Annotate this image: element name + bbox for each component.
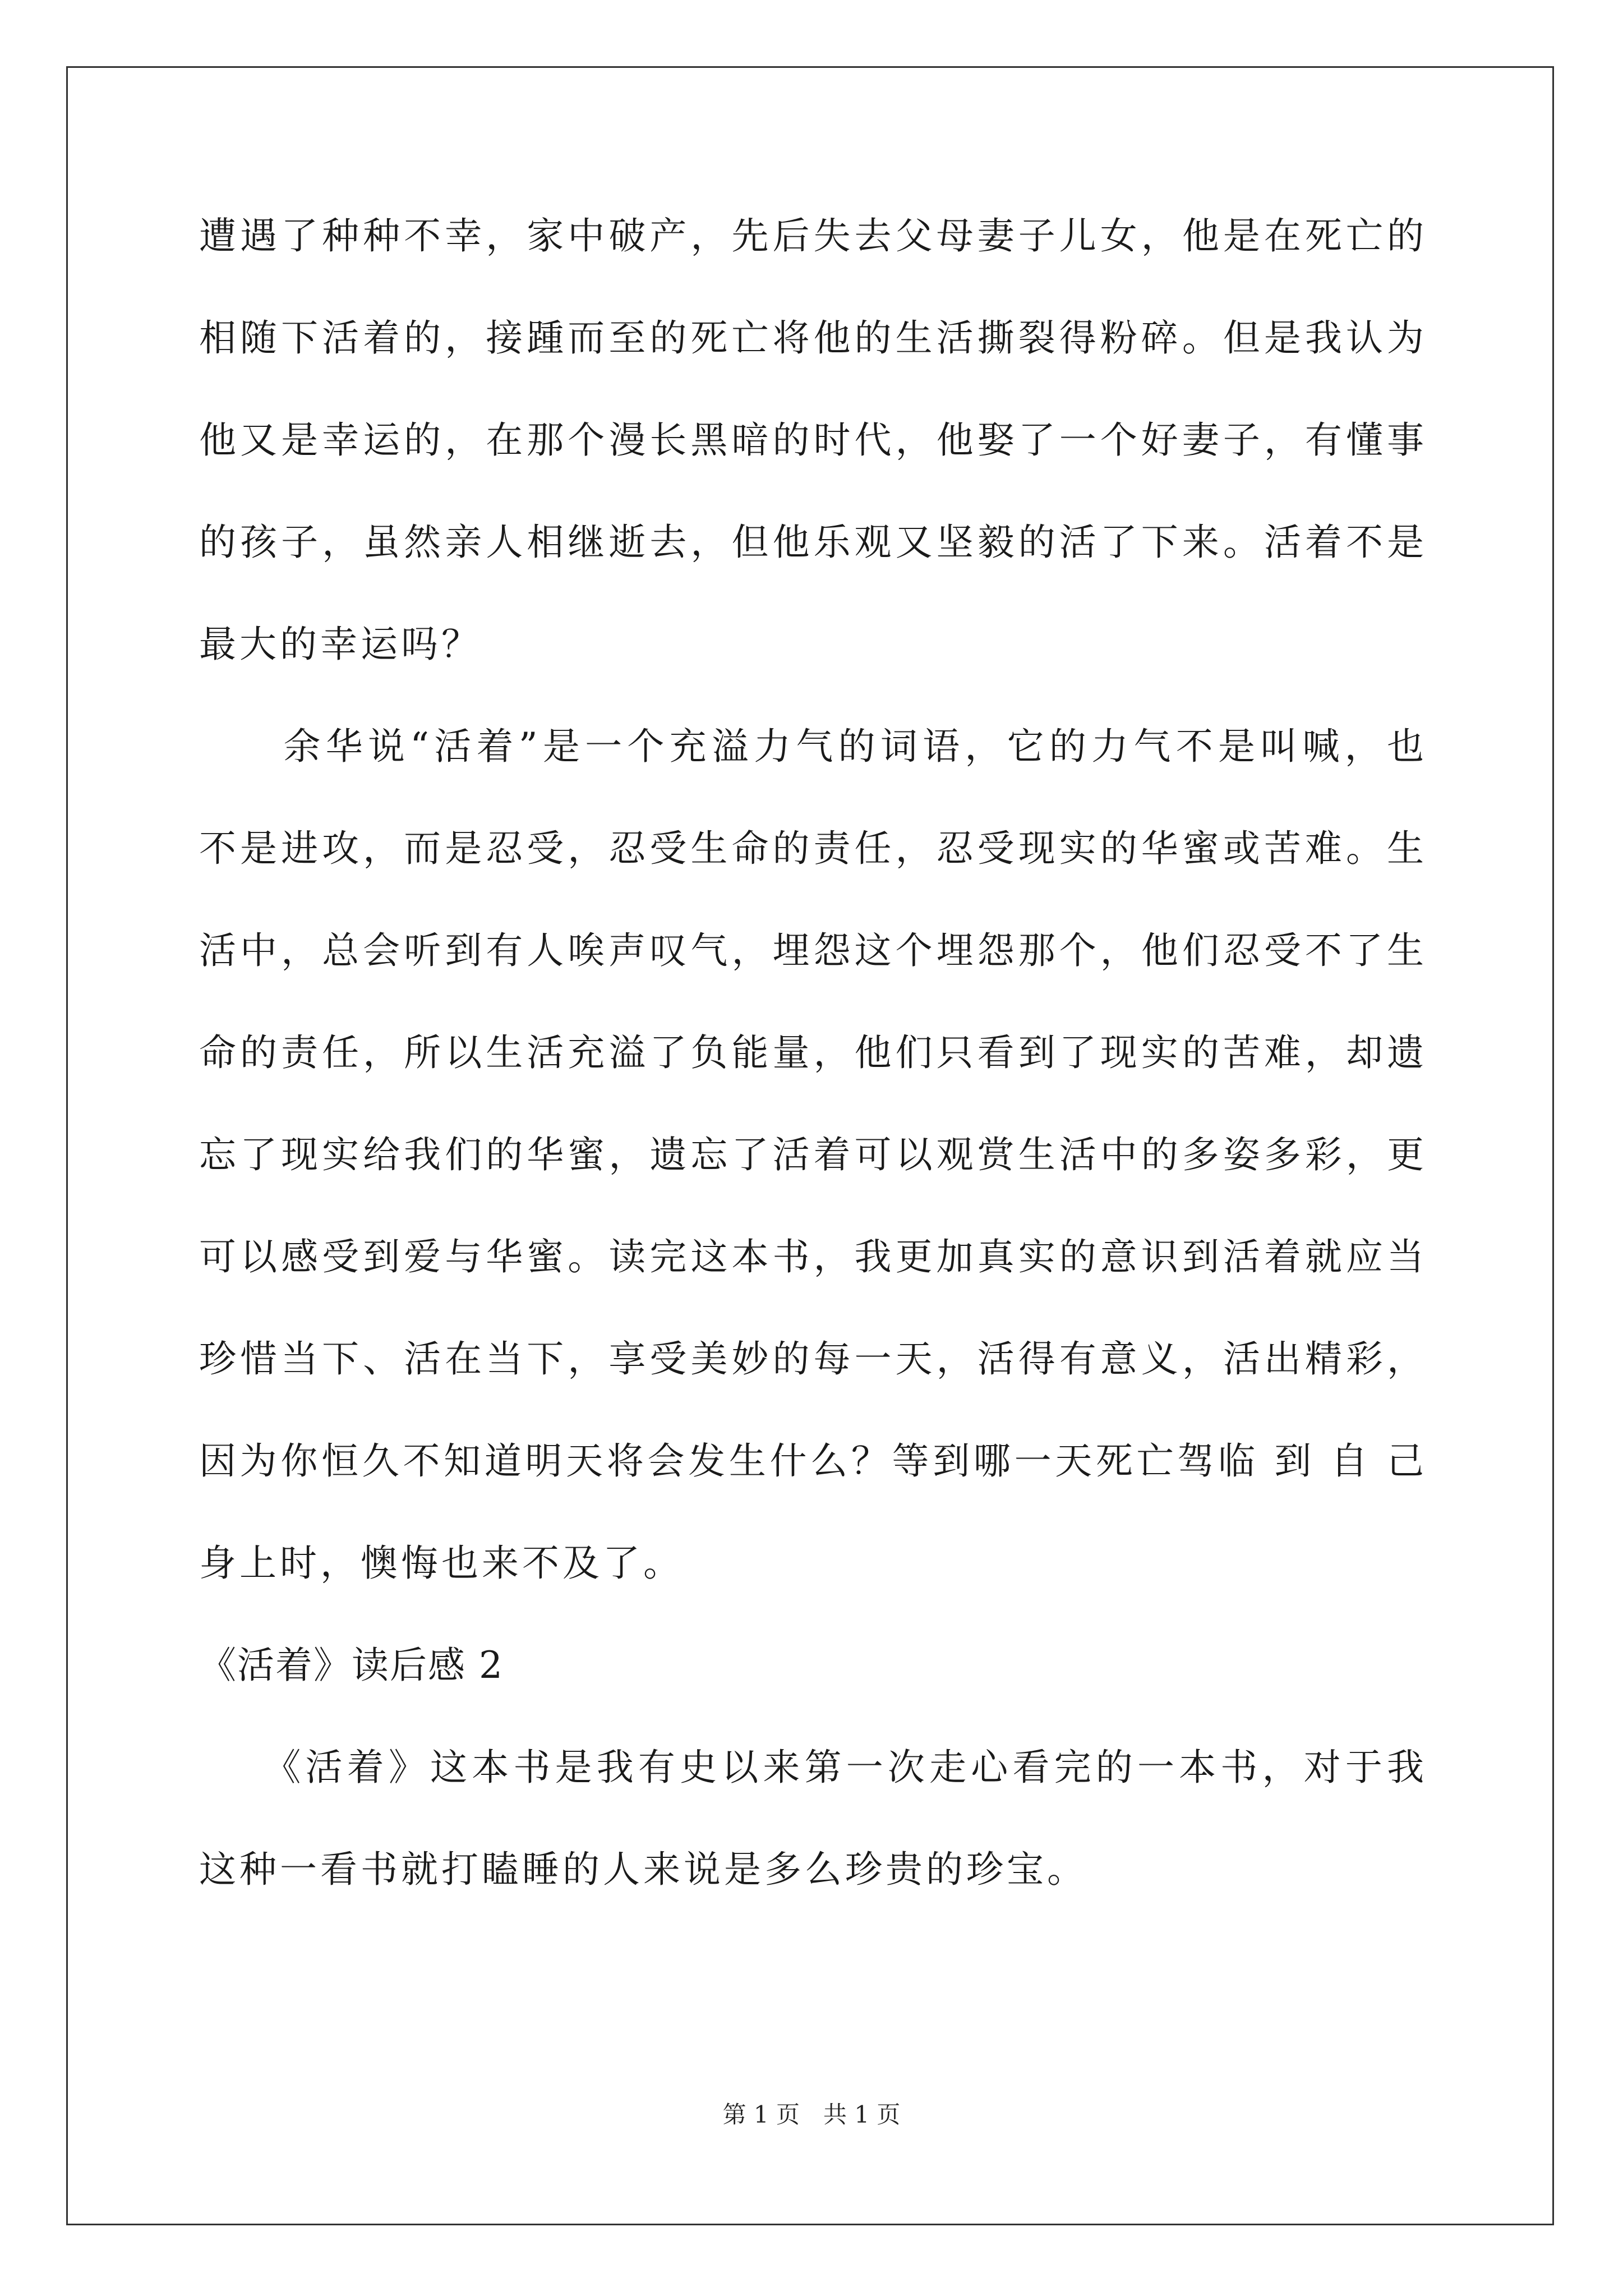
paragraph-line: 《活着》这本书是我有史以来第一次走心看完的一本书，对于我	[199, 1746, 1427, 1789]
paragraph-line: 可以感受到爱与华蜜。读完这本书，我更加真实的意识到活着就应当	[199, 1235, 1427, 1278]
page-number-footer: 第 1 页 共 1 页	[722, 2101, 901, 2128]
paragraph-line: 最大的幸运吗？	[199, 623, 482, 666]
paragraph-line: 身上时，懊悔也来不及了。	[199, 1542, 684, 1585]
paragraph-line: 活中，总会听到有人唉声叹气，埋怨这个埋怨那个，他们忍受不了生	[199, 929, 1427, 972]
paragraph-line: 的孩子，虽然亲人相继逝去，但他乐观又坚毅的活了下来。活着不是	[199, 521, 1427, 564]
paragraph-line: 余华说“活着”是一个充溢力气的词语，它的力气不是叫喊，也	[199, 725, 1427, 768]
paragraph-line: 遭遇了种种不幸，家中破产，先后失去父母妻子儿女，他是在死亡的	[199, 214, 1427, 257]
paragraph-line: 命的责任，所以生活充溢了负能量，他们只看到了现实的苦难，却遗	[199, 1031, 1427, 1074]
paragraph-line: 这种一看书就打瞌睡的人来说是多么珍贵的珍宝。	[199, 1848, 1087, 1891]
document-body	[199, 185, 1427, 1921]
paragraph-line: 相随下活着的，接踵而至的死亡将他的生活撕裂得粉碎。但是我认为	[199, 316, 1427, 360]
paragraph-line: 他又是幸运的，在那个漫长黑暗的时代，他娶了一个好妻子，有懂事	[199, 418, 1427, 462]
paragraph-line: 因为你恒久不知道明天将会发生什么？等到哪一天死亡驾临 到 自 己	[199, 1439, 1427, 1483]
section-title: 《活着》读后感 2	[199, 1644, 504, 1687]
paragraph-line: 珍惜当下、活在当下，享受美妙的每一天，活得有意义，活出精彩，	[199, 1337, 1427, 1381]
paragraph-line: 不是进攻，而是忍受，忍受生命的责任，忍受现实的华蜜或苦难。生	[199, 827, 1427, 870]
paragraph-line: 忘了现实给我们的华蜜，遗忘了活着可以观赏生活中的多姿多彩，更	[199, 1133, 1427, 1176]
